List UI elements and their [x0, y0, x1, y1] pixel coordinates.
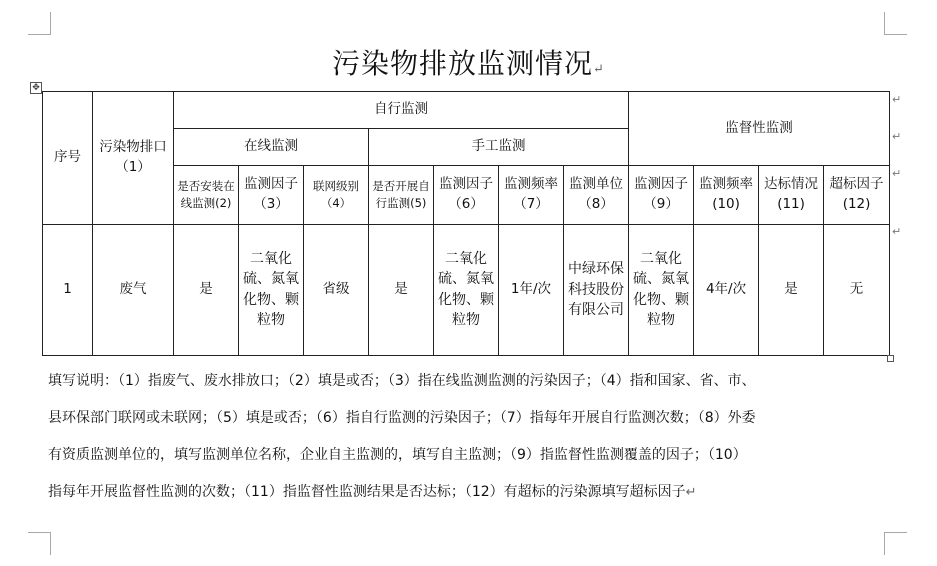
cell-outlet: 废气 — [93, 224, 174, 356]
header-col-monitoring-unit: 监测单位（8） — [564, 166, 629, 224]
paragraph-mark-icon: ↵ — [593, 62, 605, 77]
cell-self-monitoring: 是 — [369, 224, 434, 356]
cell-seq: 1 — [43, 224, 93, 356]
cell-online-factors: 二氧化硫、氮氧化物、颗粒物 — [239, 224, 304, 356]
header-col-supervisory-frequency: 监测频率(10) — [694, 166, 759, 224]
header-manual: 手工监测 — [369, 129, 629, 166]
row-end-mark-icon: ↵ — [892, 130, 902, 143]
cell-network-level: 省级 — [304, 224, 369, 356]
cell-monitoring-unit: 中绿环保科技股份有限公司 — [564, 224, 629, 356]
header-col-self-monitoring: 是否开展自行监测(5) — [369, 166, 434, 224]
crop-mark-top-left — [28, 12, 51, 35]
paragraph-mark-icon: ↵ — [685, 485, 697, 500]
header-row-1 — [43, 92, 890, 129]
cell-supervisory-factors: 二氧化硫、氮氧化物、颗粒物 — [629, 224, 694, 356]
notes-line: 填写说明：（1）指废气、废水排放口；（2）填是或否；（3）指在线监测监测的污染因子；（4）指和国家、省、市、 — [48, 373, 756, 389]
cell-manual-factors: 二氧化硫、氮氧化物、颗粒物 — [434, 224, 499, 356]
header-col-compliance: 达标情况(11) — [759, 166, 824, 224]
table-row — [43, 224, 890, 356]
notes-line: 指每年开展监督性监测的次数；（11）指监督性监测结果是否达标；（12）有超标的污染源填写超标因子↵ — [48, 484, 697, 500]
monitoring-table — [42, 91, 890, 356]
header-col-supervisory-factors: 监测因子（9） — [629, 166, 694, 224]
notes-line: 县环保部门联网或未联网；（5）填是或否；（6）指自行监测的污染因子；（7）指每年开展自行监测次数；（8）外委 — [48, 410, 756, 426]
document-title: 污染物排放监测情况↵ — [332, 47, 605, 80]
header-supervisory: 监督性监测 — [629, 92, 890, 166]
crop-mark-top-right — [884, 12, 907, 35]
notes-line: 有资质监测单位的，填写监测单位名称，企业自主监测的，填写自主监测；（9）指监督性监测覆盖的因子；（10） — [48, 447, 747, 463]
header-col-manual-factors: 监测因子（6） — [434, 166, 499, 224]
cell-installed-online: 是 — [174, 224, 239, 356]
cell-manual-frequency: 1年/次 — [499, 224, 564, 356]
header-col-manual-frequency: 监测频率（7） — [499, 166, 564, 224]
cell-exceed-factors: 无 — [824, 224, 890, 356]
crop-mark-bottom-left — [28, 532, 51, 555]
header-col-online-factors: 监测因子（3） — [239, 166, 304, 224]
fill-instructions — [48, 363, 890, 511]
header-col-network-level: 联网级别（4） — [304, 166, 369, 224]
row-end-mark-icon: ↵ — [892, 167, 902, 180]
header-self-monitoring: 自行监测 — [174, 92, 629, 129]
cell-compliance: 是 — [759, 224, 824, 356]
table-resize-handle-icon[interactable] — [887, 355, 894, 362]
table-move-handle-icon[interactable]: ✥ — [30, 82, 42, 94]
header-col-exceed-factors: 超标因子(12) — [824, 166, 890, 224]
row-end-mark-icon: ↵ — [892, 93, 902, 106]
header-online: 在线监测 — [174, 129, 369, 166]
crop-mark-bottom-right — [884, 532, 907, 555]
row-end-mark-icon: ↵ — [892, 225, 902, 238]
header-seq: 序号 — [43, 92, 93, 225]
header-outlet: 污染物排口（1） — [93, 92, 174, 225]
cell-supervisory-frequency: 4年/次 — [694, 224, 759, 356]
header-col-installed-online: 是否安装在线监测(2) — [174, 166, 239, 224]
